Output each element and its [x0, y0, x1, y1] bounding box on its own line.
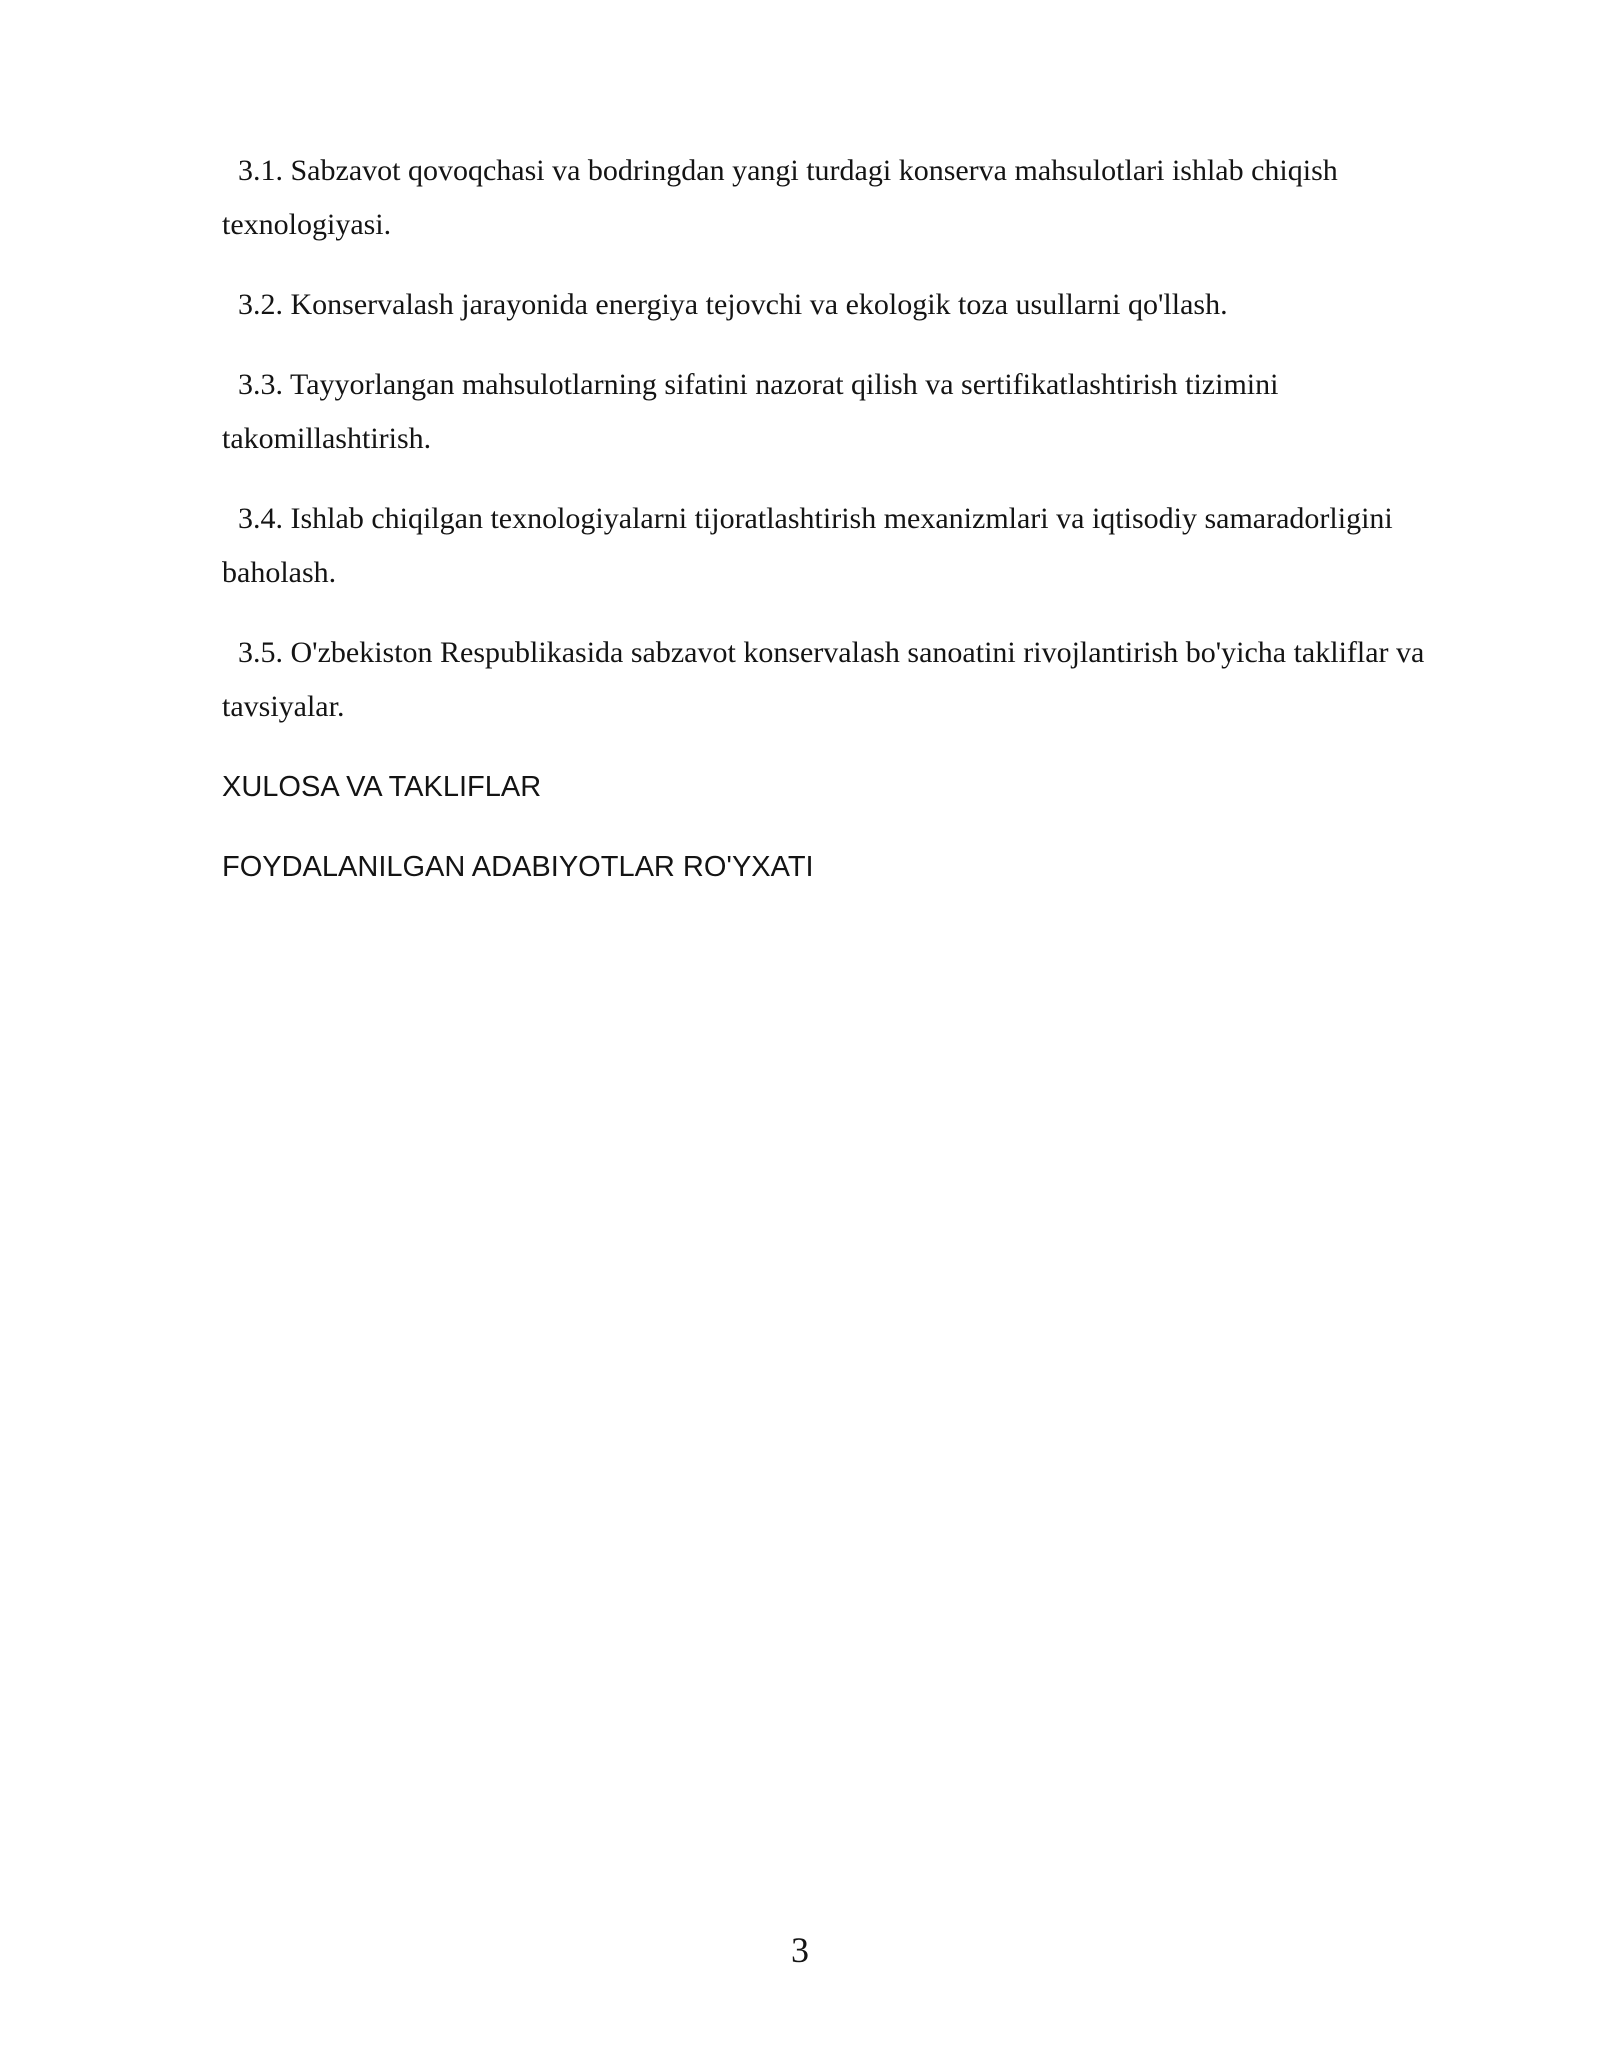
toc-item-3-2: 3.2. Konservalash jarayonida energiya tejovchi va ekologik toza usullarni qo'llash. [238, 288, 1228, 321]
toc-item-3-3: 3.3. Tayyorlangan mahsulotlarning sifatini nazorat qilish va sertifikatlashtirish tizimini takomillashtirish. [222, 368, 1279, 455]
toc-item-3-4: 3.4. Ishlab chiqilgan texnologiyalarni tijoratlashtirish mexanizmlari va iqtisodiy samaradorligini baholash. [222, 502, 1393, 589]
page-number: 3 [791, 1930, 809, 1970]
page-content [222, 144, 1484, 920]
heading-references: FOYDALANILGAN ADABIYOTLAR RO'YXATI [222, 851, 814, 883]
toc-item-3-1: 3.1. Sabzavot qovoqchasi va bodringdan yangi turdagi konserva mahsulotlari ishlab chiqish texnologiyasi. [222, 154, 1338, 241]
toc-item-3-5: 3.5. O'zbekiston Respublikasida sabzavot konservalash sanoatini rivojlantirish bo'yicha takliflar va tavsiyalar. [222, 636, 1425, 723]
heading-conclusions: XULOSA VA TAKLIFLAR [222, 771, 542, 803]
